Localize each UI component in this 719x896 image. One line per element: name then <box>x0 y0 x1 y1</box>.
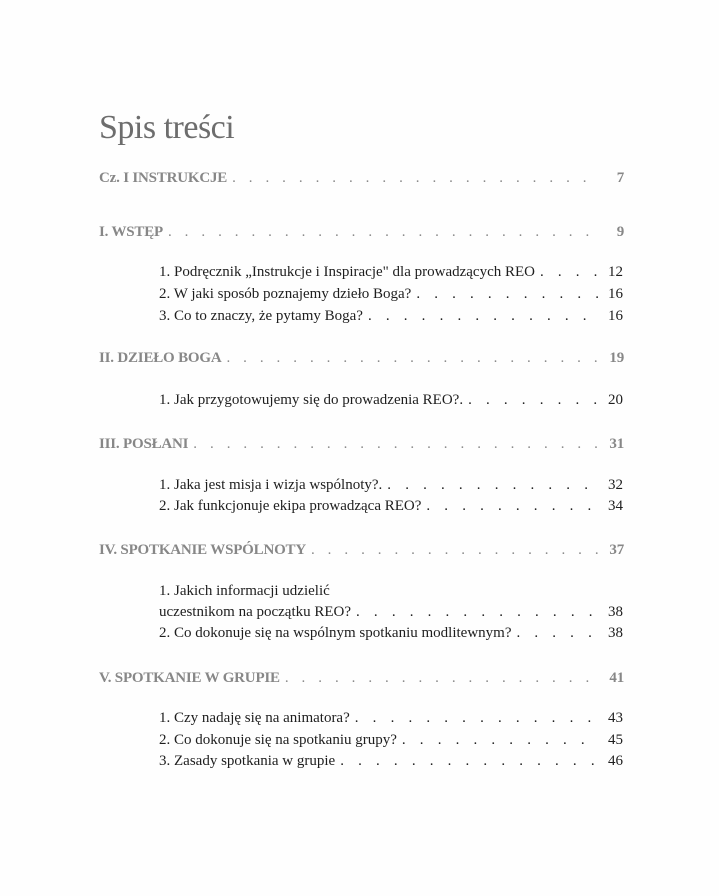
toc-item-label: 1. Podręcznik „Instrukcje i Inspiracje" dla prowadzących REO <box>159 264 535 280</box>
dot-leader <box>468 392 599 409</box>
toc-page-number: 43 <box>608 710 623 726</box>
dot-leader <box>232 170 598 187</box>
toc-page-number: 20 <box>608 392 623 408</box>
toc-page-number: 38 <box>608 604 623 620</box>
toc-item-label: 2. Jak funkcjonuje ekipa prowadząca REO? <box>159 498 422 514</box>
toc-item-label: 1. Jaka jest misja i wizja wspólnoty?. <box>159 477 383 493</box>
toc-part-poslani <box>99 436 624 453</box>
dot-leader <box>355 710 599 727</box>
toc-page-number: 12 <box>608 264 623 280</box>
toc-page-number: 37 <box>609 542 624 558</box>
toc-item <box>159 308 623 325</box>
toc-item <box>159 477 623 494</box>
toc-part-label: III. POSŁANI <box>99 436 189 452</box>
toc-item <box>159 498 623 515</box>
toc-page-number: 34 <box>608 498 623 514</box>
toc-page-number: 38 <box>608 625 623 641</box>
dot-leader <box>193 436 598 453</box>
toc-item-label: 2. Co dokonuje się na spotkaniu grupy? <box>159 732 397 748</box>
dot-leader <box>340 753 599 770</box>
toc-page-number: 9 <box>616 224 624 240</box>
toc-item <box>159 392 623 409</box>
toc-item-label: 1. Czy nadaję się na animatora? <box>159 710 350 726</box>
toc-item-label-line1: 1. Jakich informacji udzielić <box>159 583 330 599</box>
toc-page-number: 41 <box>609 670 624 686</box>
toc-item <box>159 753 623 770</box>
toc-page-number: 45 <box>608 732 623 748</box>
toc-item <box>159 732 623 749</box>
toc-page-number: 7 <box>616 170 624 186</box>
toc-part-label: IV. SPOTKANIE WSPÓLNOTY <box>99 542 306 558</box>
toc-item <box>159 710 623 727</box>
toc-item <box>159 264 623 281</box>
toc-item <box>159 286 623 303</box>
dot-leader <box>368 308 599 325</box>
toc-item-label: uczestnikom na początku REO? <box>159 604 352 620</box>
dot-leader <box>356 604 599 621</box>
dot-leader <box>285 670 598 687</box>
toc-part-wstep <box>99 224 624 241</box>
dot-leader <box>311 542 598 559</box>
toc-part-label: II. DZIEŁO BOGA <box>99 350 222 366</box>
toc-item-label: 3. Co to znaczy, że pytamy Boga? <box>159 308 363 324</box>
toc-part-spotkanie-grupie <box>99 670 624 687</box>
toc-page-number: 32 <box>608 477 623 493</box>
toc-item-label: 2. Co dokonuje się na wspólnym spotkaniu modlitewnym? <box>159 625 512 641</box>
page-title: Spis treści <box>99 109 235 146</box>
toc-item-label: 2. W jaki sposób poznajemy dzieło Boga? <box>159 286 412 302</box>
toc-item-label: 1. Jak przygotowujemy się do prowadzenia REO?. <box>159 392 464 408</box>
toc-page-number: 16 <box>608 308 623 324</box>
toc-part-dzielo <box>99 350 624 367</box>
toc-page-number: 46 <box>608 753 623 769</box>
dot-leader <box>226 350 598 367</box>
toc-item-label: 3. Zasady spotkania w grupie <box>159 753 336 769</box>
toc-part-cz1 <box>99 170 624 187</box>
toc-item <box>159 604 623 621</box>
toc-page-number: 16 <box>608 286 623 302</box>
dot-leader <box>402 732 599 749</box>
toc-page-number: 31 <box>609 436 624 452</box>
dot-leader <box>426 498 599 515</box>
toc-part-label: I. WSTĘP <box>99 224 163 240</box>
dot-leader <box>540 264 599 281</box>
dot-leader <box>168 224 598 241</box>
toc-page-number: 19 <box>609 350 624 366</box>
dot-leader <box>416 286 599 303</box>
toc-part-label: V. SPOTKANIE W GRUPIE <box>99 670 280 686</box>
dot-leader <box>516 625 599 642</box>
toc-item <box>159 625 623 642</box>
toc-part-spotkanie-wspolnoty <box>99 542 624 559</box>
dot-leader <box>387 477 599 494</box>
toc-part-label: Cz. I INSTRUKCJE <box>99 170 228 186</box>
